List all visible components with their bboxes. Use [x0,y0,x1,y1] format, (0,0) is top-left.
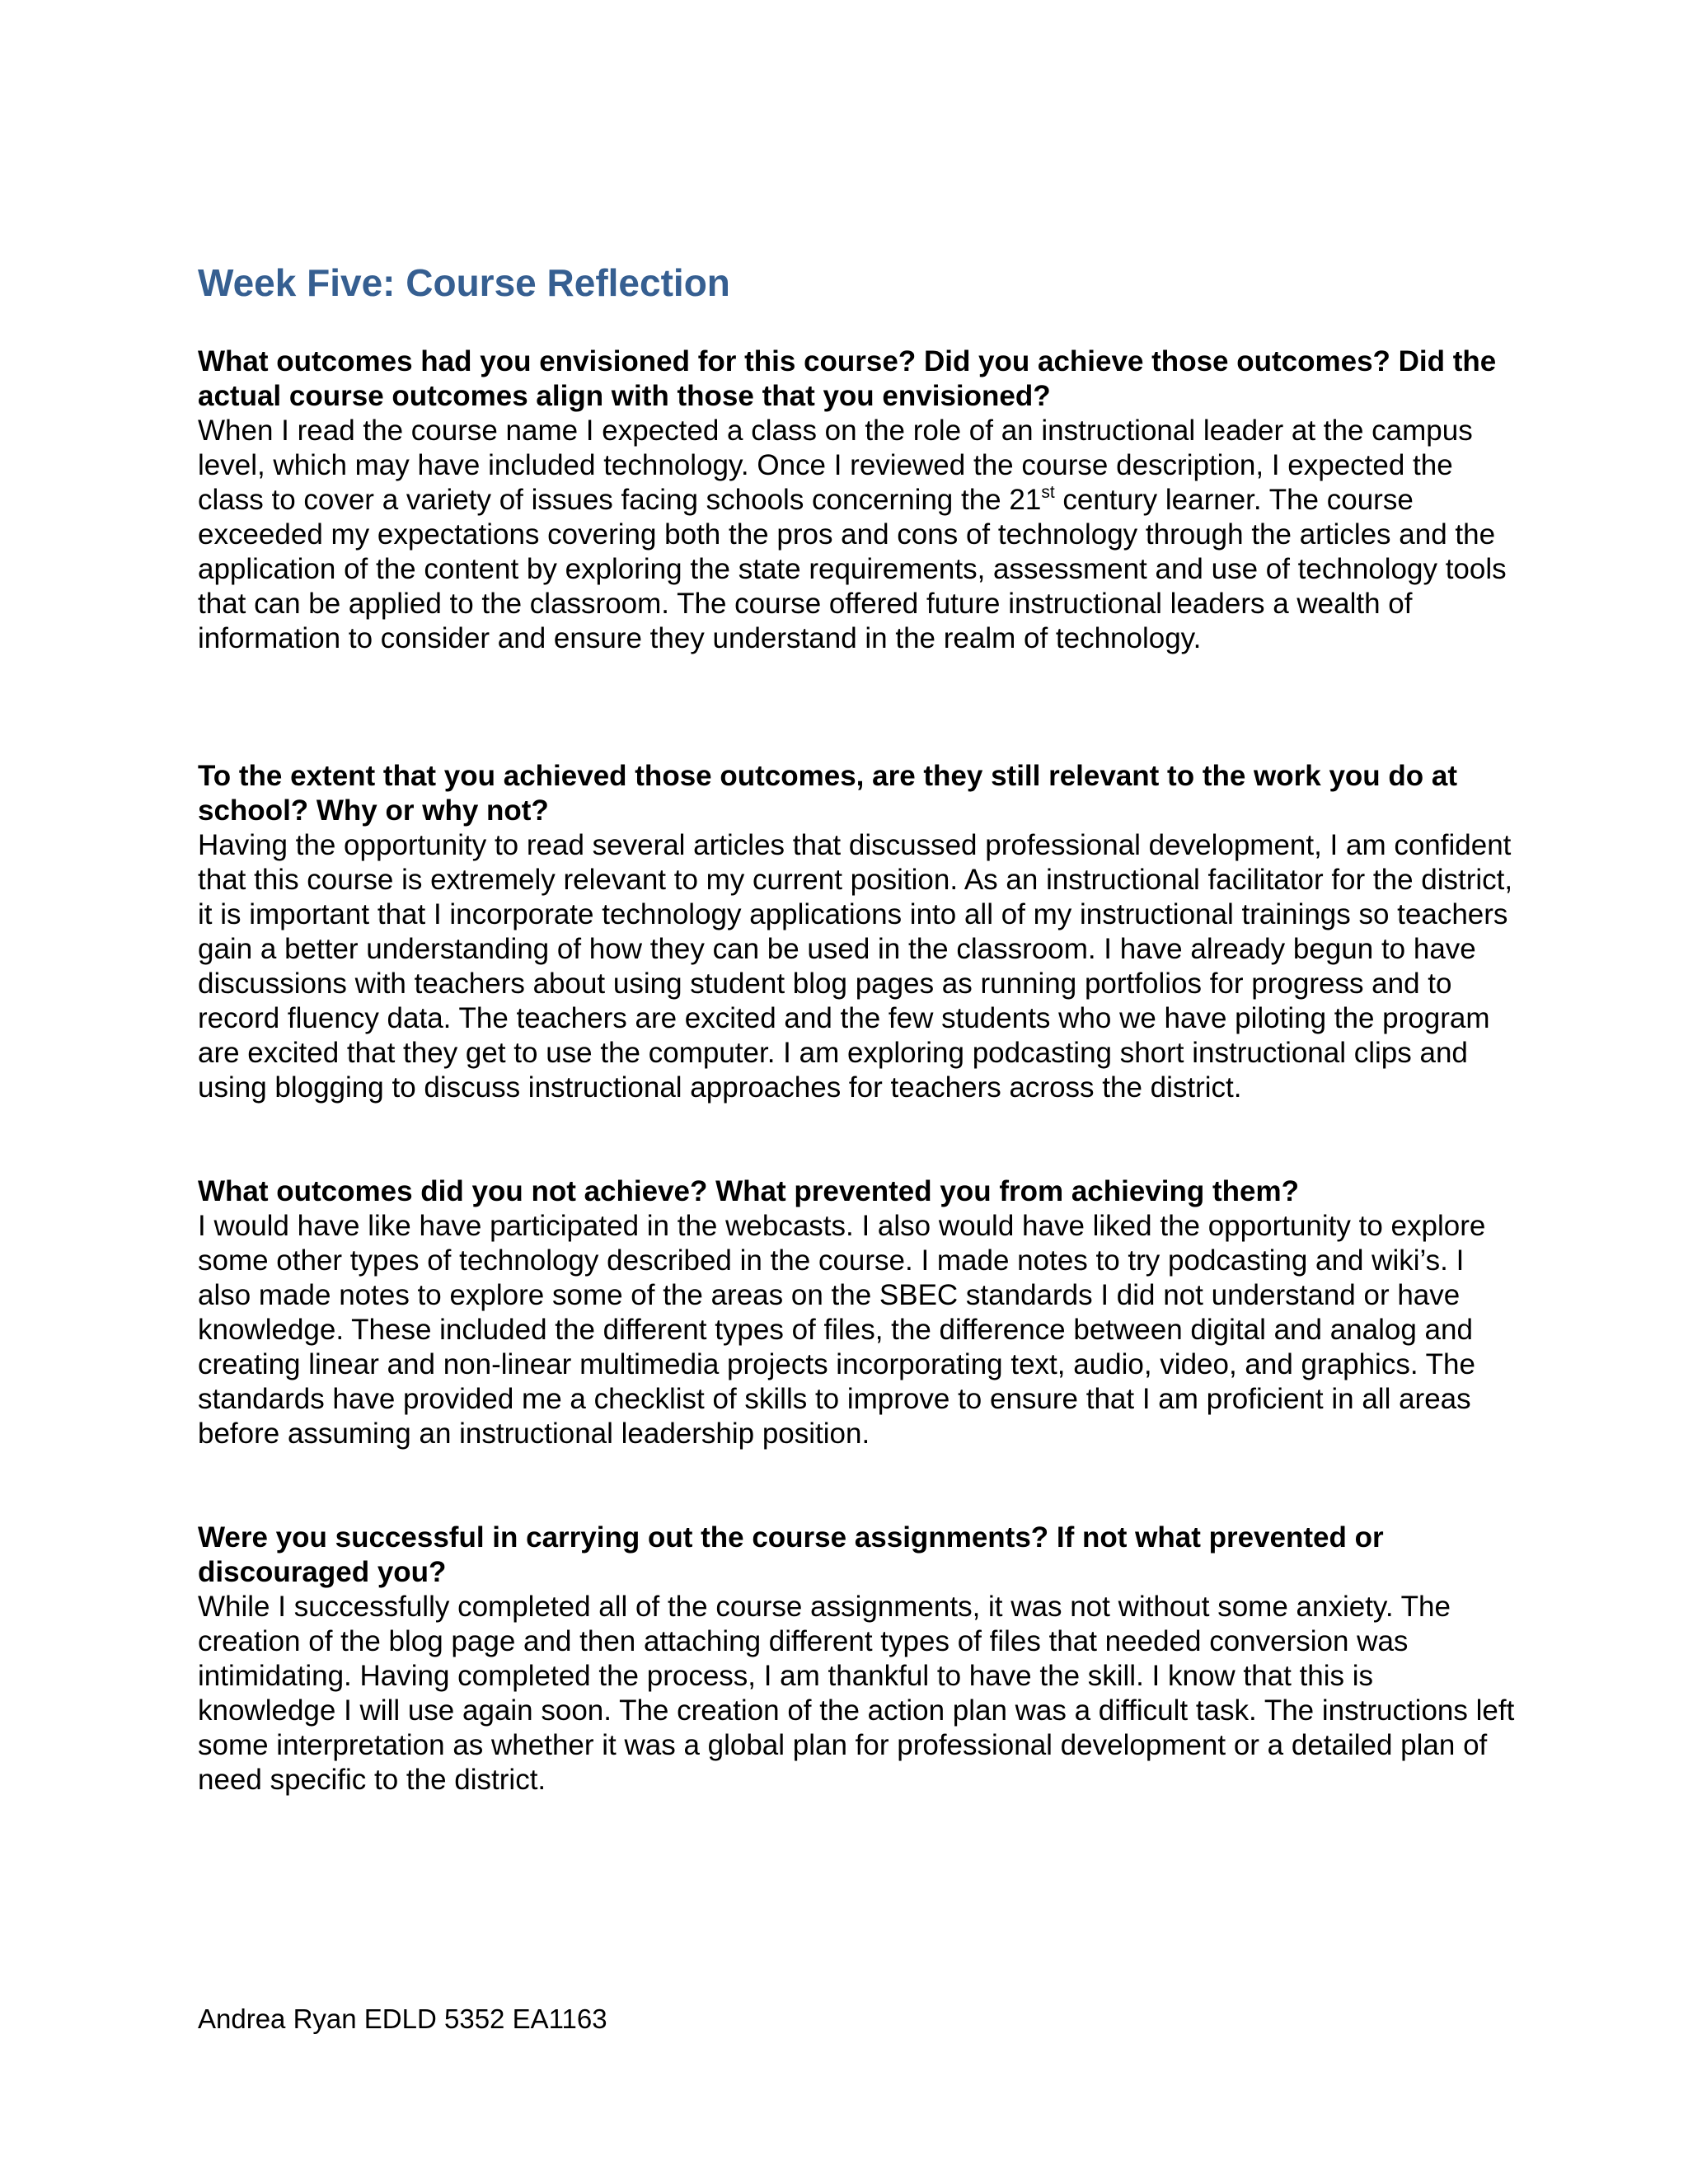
answer-text-part2: century learner. The course exceeded my expectations covering both the pros and cons of technology through the articles and the application of the content by exploring the state requirements, assessment and use of technology tools that can be applied to the classroom. The course offered future instructional leaders a wealth of information to consider and ensure they understand in the realm of technology. [198,484,1507,654]
section-outcomes-not-achieved [198,1174,1517,1451]
question-heading: Were you successful in carrying out the course assignments? If not what prevented or discouraged you? [198,1521,1384,1588]
section-outcomes-relevance [198,759,1517,1105]
superscript-ordinal: st [1041,483,1055,502]
answer-text [198,414,1517,656]
answer-text: I would have like have participated in the webcasts. I also would have liked the opportunity to explore some other types of technology described in the course. I made notes to try podcasting and wiki’s. I also made notes to explore some of the areas on the SBEC standards I did not understand or have knowledge. These included the different types of files, the difference between digital and analog and creating linear and non-linear multimedia projects incorporating text, audio, video, and graphics. The standards have provided me a checklist of skills to improve to ensure that I am proficient in all areas before assuming an instructional leadership position. [198,1210,1486,1450]
answer-text: Having the opportunity to read several articles that discussed professional development, I am confident that this course is extremely relevant to my current position. As an instructional facilitator for the district, it is important that I incorporate technology applications into all of my instructional trainings so teachers gain a better understanding of how they can be used in the classroom. I have already begun to have discussions with teachers about using student blog pages as running portfolios for progress and to record fluency data. The teachers are excited and the few students who we have piloting the program are excited that they get to use the computer. I am exploring podcasting short instructional clips and using blogging to discuss instructional approaches for teachers across the district. [198,829,1513,1104]
section-outcomes-envisioned [198,344,1517,656]
section-course-assignments [198,1521,1517,1797]
question-heading: What outcomes did you not achieve? What prevented you from achieving them? [198,1175,1299,1207]
page-footer: Andrea Ryan EDLD 5352 EA1163 [198,2004,607,2034]
question-heading: To the extent that you achieved those outcomes, are they still relevant to the work you do at school? Why or why not? [198,760,1458,827]
page-title: Week Five: Course Reflection [198,261,730,304]
answer-text: While I successfully completed all of the course assignments, it was not without some anxiety. The creation of the blog page and then attaching different types of files that needed conversion was intimidating. Having completed the process, I am thankful to have the skill. I know that this is knowledge I will use again soon. The creation of the action plan was a difficult task. The instructions left some interpretation as whether it was a global plan for professional development or a detailed plan of need specific to the district. [198,1591,1515,1796]
answer-text-part1: When I read the course name I expected a class on the role of an instructional leader at the campus level, which may have included technology. Once I reviewed the course description, I expected the class to cover a variety of issues facing schools concerning the 21 [198,415,1473,516]
question-heading: What outcomes had you envisioned for this course? Did you achieve those outcomes? Did the actual course outcomes align with those that you envisioned? [198,345,1497,412]
